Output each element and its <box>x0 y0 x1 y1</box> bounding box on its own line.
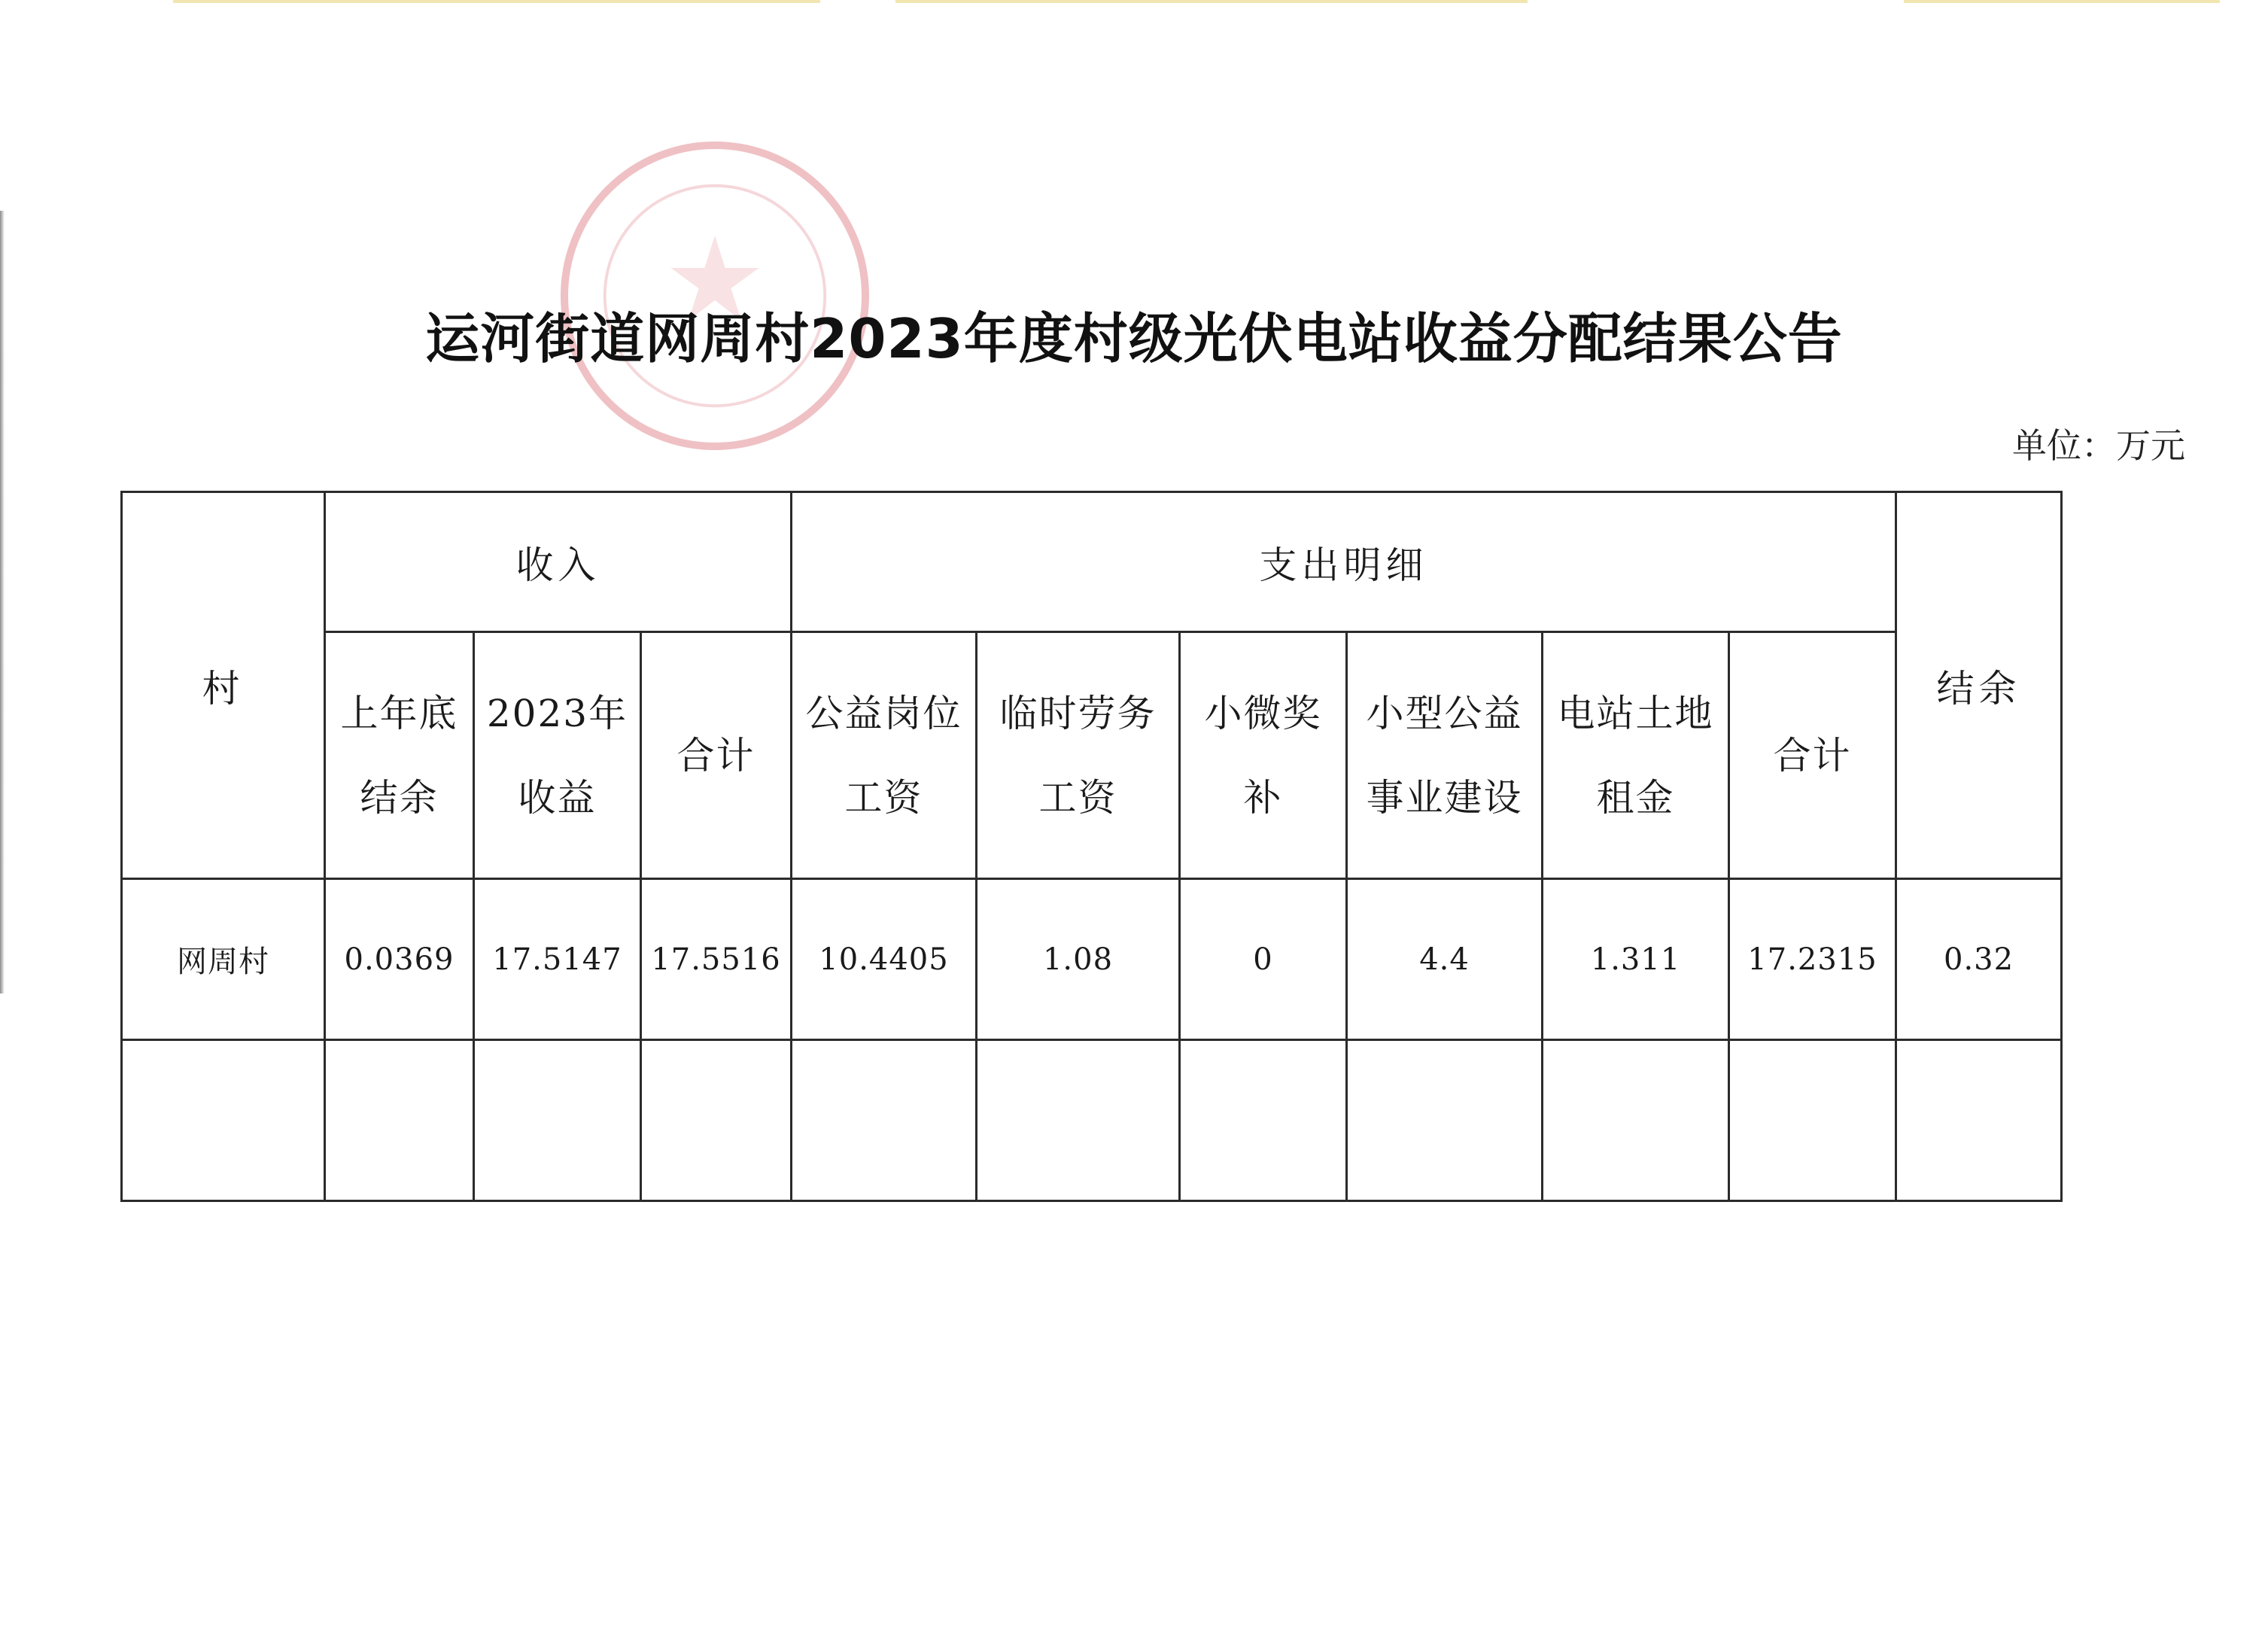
column-header: 临时劳务 工资 <box>977 632 1180 879</box>
empty-cell <box>122 1040 325 1201</box>
empty-cell <box>977 1040 1180 1201</box>
table-cell: 0.32 <box>1896 879 2062 1040</box>
scan-top-band <box>173 0 820 3</box>
table-cell: 4.4 <box>1347 879 1543 1040</box>
column-header: 合计 <box>1729 632 1896 879</box>
column-header: 小型公益 事业建设 <box>1347 632 1543 879</box>
empty-cell <box>1543 1040 1729 1201</box>
column-header: 小微奖 补 <box>1180 632 1347 879</box>
village-header: 村 <box>122 492 325 879</box>
scan-top-band <box>1904 0 2220 3</box>
expense-header: 支出明细 <box>792 492 1896 632</box>
balance-header: 结余 <box>1896 492 2062 879</box>
empty-table-row <box>122 1040 2062 1201</box>
village-cell: 网周村 <box>122 879 325 1040</box>
income-header: 收入 <box>325 492 792 632</box>
empty-cell <box>474 1040 641 1201</box>
empty-cell <box>1896 1040 2062 1201</box>
table-cell: 17.5147 <box>474 879 641 1040</box>
column-header: 上年底 结余 <box>325 632 474 879</box>
empty-cell <box>792 1040 977 1201</box>
table-row <box>122 879 2062 1040</box>
table-cell: 10.4405 <box>792 879 977 1040</box>
table-cell: 0.0369 <box>325 879 474 1040</box>
table-cell: 17.2315 <box>1729 879 1896 1040</box>
column-header: 电站土地 租金 <box>1543 632 1729 879</box>
table-cell: 1.311 <box>1543 879 1729 1040</box>
table-cell: 0 <box>1180 879 1347 1040</box>
column-header: 2023年 收益 <box>474 632 641 879</box>
empty-cell <box>1180 1040 1347 1201</box>
column-header: 合计 <box>641 632 792 879</box>
empty-cell <box>1729 1040 1896 1201</box>
empty-cell <box>641 1040 792 1201</box>
unit-label: 单位：万元 <box>2012 425 2185 466</box>
empty-cell <box>1347 1040 1543 1201</box>
empty-cell <box>325 1040 474 1201</box>
distribution-table <box>120 491 2063 1202</box>
scan-top-band <box>895 0 1528 3</box>
table-cell: 1.08 <box>977 879 1180 1040</box>
table-cell: 17.5516 <box>641 879 792 1040</box>
page-title: 运河街道网周村2023年度村级光伏电站收益分配结果公告 <box>425 307 1843 370</box>
column-header: 公益岗位 工资 <box>792 632 977 879</box>
